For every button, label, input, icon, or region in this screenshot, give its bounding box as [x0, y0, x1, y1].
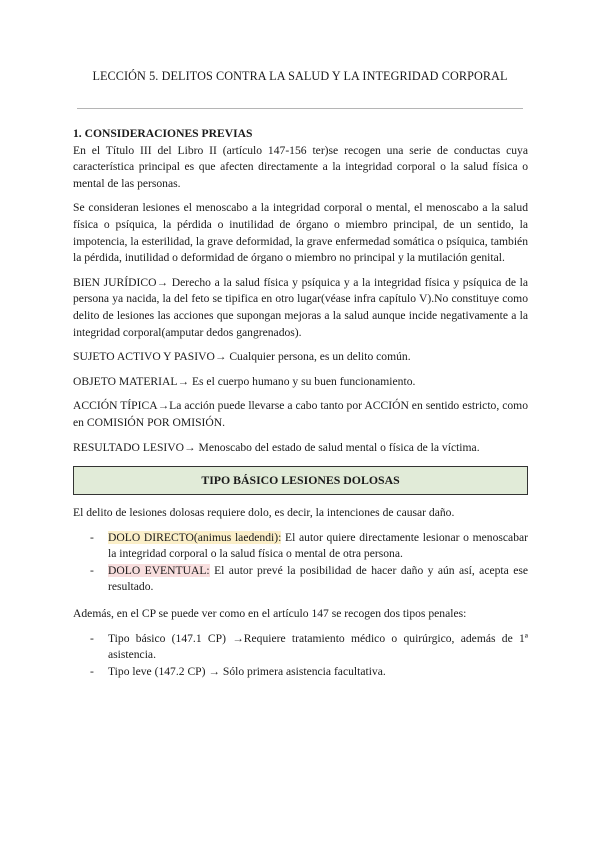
objeto-paragraph: OBJETO MATERIAL→ Es el cuerpo humano y su buen funcionamiento.	[73, 374, 416, 388]
resultado-paragraph: RESULTADO LESIVO→ Menoscabo del estado de salud mental o física de la víctima.	[73, 440, 480, 454]
tipos-intro-paragraph: Además, en el CP se puede ver como en el artículo 147 se recogen dos tipos penales:	[73, 607, 467, 621]
document-body	[73, 126, 528, 680]
page-title: LECCIÓN 5. DELITOS CONTRA LA SALUD Y LA INTEGRIDAD CORPORAL	[92, 69, 508, 83]
list-item-text: El autor quiere directamente lesionar o menoscabar la integridad corporal o la salud física o mental de otra persona.	[108, 530, 529, 561]
list-bullet: -	[90, 664, 94, 678]
highlighted-term: DOLO DIRECTO(animus laedendi):	[108, 530, 282, 544]
tipos-list	[73, 631, 528, 681]
list-item	[73, 563, 528, 596]
list-item-text: Tipo básico (147.1 CP) →Requiere tratamiento médico o quirúrgico, además de 1ª asistencia.	[108, 631, 528, 662]
bien-juridico-paragraph: BIEN JURÍDICO→ Derecho a la salud física y psíquica y a la integridad física y psíquica de la persona ya nacida, la del feto se tipifica en otro lugar(véase infra capítulo V).No constituye como delito de lesiones las acciones que supongan mejoras a la salud aunque incide negativamente a la integridad corporal(amputar dedos gangrenados).	[73, 275, 528, 339]
lesiones-paragraph: Se consideran lesiones el menoscabo a la integridad corporal o mental, el menoscabo a la salud física o psíquica, la pérdida o inutilidad de órgano o miembro principal, de un sentido, la impotencia, la esterilidad, la grave deformidad, la grave enfermedad somática o psíquica, también la pérdida, inutilidad o deformidad de órgano o miembro no principal y la mutilación genital.	[73, 201, 528, 265]
dolo-list	[73, 530, 528, 596]
list-item-text: El autor prevé la posibilidad de hacer daño y aún así, acepta ese resultado.	[108, 563, 528, 594]
list-item	[73, 530, 528, 563]
list-bullet: -	[90, 631, 94, 645]
list-item	[73, 631, 528, 664]
list-item	[73, 664, 528, 681]
list-bullet: -	[90, 563, 94, 577]
list-item-text: Tipo leve (147.2 CP) → Sólo primera asistencia facultativa.	[108, 664, 386, 678]
highlighted-term: DOLO EVENTUAL:	[108, 563, 210, 577]
section-heading: 1. CONSIDERACIONES PREVIAS	[73, 127, 253, 140]
list-bullet: -	[90, 530, 94, 544]
dolo-intro-paragraph: El delito de lesiones dolosas requiere dolo, es decir, la intenciones de causar daño.	[73, 506, 455, 520]
sujeto-paragraph: SUJETO ACTIVO Y PASIVO→ Cualquier persona, es un delito común.	[73, 350, 411, 364]
intro-paragraph: En el Título III del Libro II (artículo 147-156 ter)se recogen una serie de conductas cuya característica principal es que afecten directamente a la integridad corporal o la salud física o mental de las personas.	[73, 143, 528, 190]
accion-paragraph: ACCIÓN TÍPICA→La acción puede llevarse a cabo tanto por ACCIÓN en sentido estricto, como en COMISIÓN POR OMISIÓN.	[73, 399, 528, 429]
title-divider	[77, 108, 523, 109]
section-box-title: TIPO BÁSICO LESIONES DOLOSAS	[73, 466, 528, 495]
